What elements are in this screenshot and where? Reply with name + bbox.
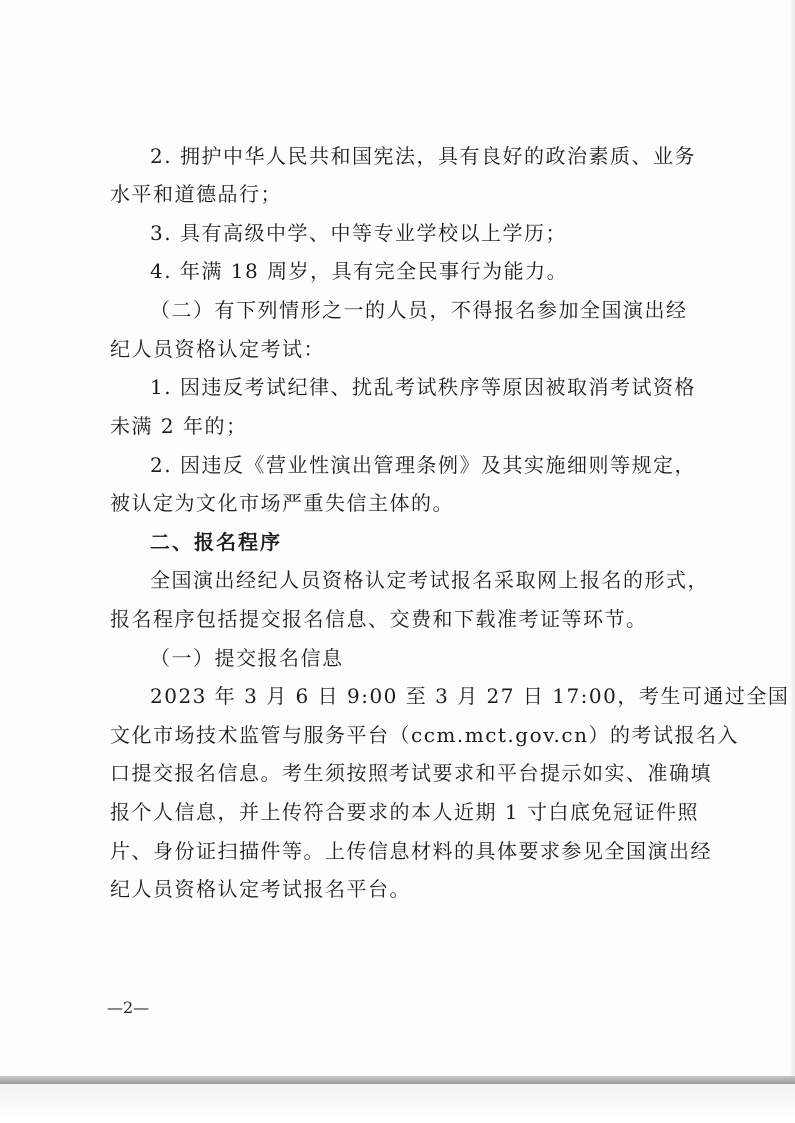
paragraph-line: 文化市场技术监管与服务平台（ccm.mct.gov.cn）的考试报名入 <box>110 723 739 747</box>
paragraph-line: 全国演出经纪人员资格认定考试报名采取网上报名的形式， <box>150 568 709 592</box>
scan-edge-shadow <box>789 0 795 1076</box>
subsection-heading: （一）提交报名信息 <box>150 646 344 670</box>
paragraph-line: 1. 因违反考试纪律、扰乱考试秩序等原因被取消考试资格 <box>150 375 696 399</box>
paragraph-line: 3. 具有高级中学、中等专业学校以上学历； <box>150 221 567 245</box>
paragraph-line: 2. 拥护中华人民共和国宪法，具有良好的政治素质、业务 <box>150 144 696 168</box>
paragraph-line: 4. 年满 18 周岁，具有完全民事行为能力。 <box>150 259 569 283</box>
paragraph-line: 被认定为文化市场严重失信主体的。 <box>110 491 454 515</box>
paragraph-line: 水平和道德品行； <box>110 182 282 206</box>
paragraph-line: 口提交报名信息。考生须按照考试要求和平台提示如实、准确填 <box>110 761 712 785</box>
paragraph-line: 纪人员资格认定考试： <box>110 337 325 361</box>
paragraph-line: 2023 年 3 月 6 日 9:00 至 3 月 27 日 17:00，考生可通过全国 <box>150 684 790 708</box>
paragraph-line: 2. 因违反《营业性演出管理条例》及其实施细则等规定， <box>150 453 696 477</box>
paragraph-line: 未满 2 年的； <box>110 414 248 438</box>
scan-bottom-margin <box>0 1084 795 1123</box>
section-heading: 二、报名程序 <box>150 530 282 554</box>
paragraph-line: 报个人信息，并上传符合要求的本人近期 1 寸白底免冠证件照 <box>110 800 699 824</box>
paragraph-line: 片、身份证扫描件等。上传信息材料的具体要求参见全国演出经 <box>110 839 712 863</box>
scan-bottom-shadow <box>0 1076 795 1084</box>
page-number: —2— <box>107 998 150 1017</box>
paragraph-line: 纪人员资格认定考试报名平台。 <box>110 877 411 901</box>
paragraph-line: 报名程序包括提交报名信息、交费和下载准考证等环节。 <box>110 607 648 631</box>
paragraph-line: （二）有下列情形之一的人员，不得报名参加全国演出经 <box>150 298 688 322</box>
